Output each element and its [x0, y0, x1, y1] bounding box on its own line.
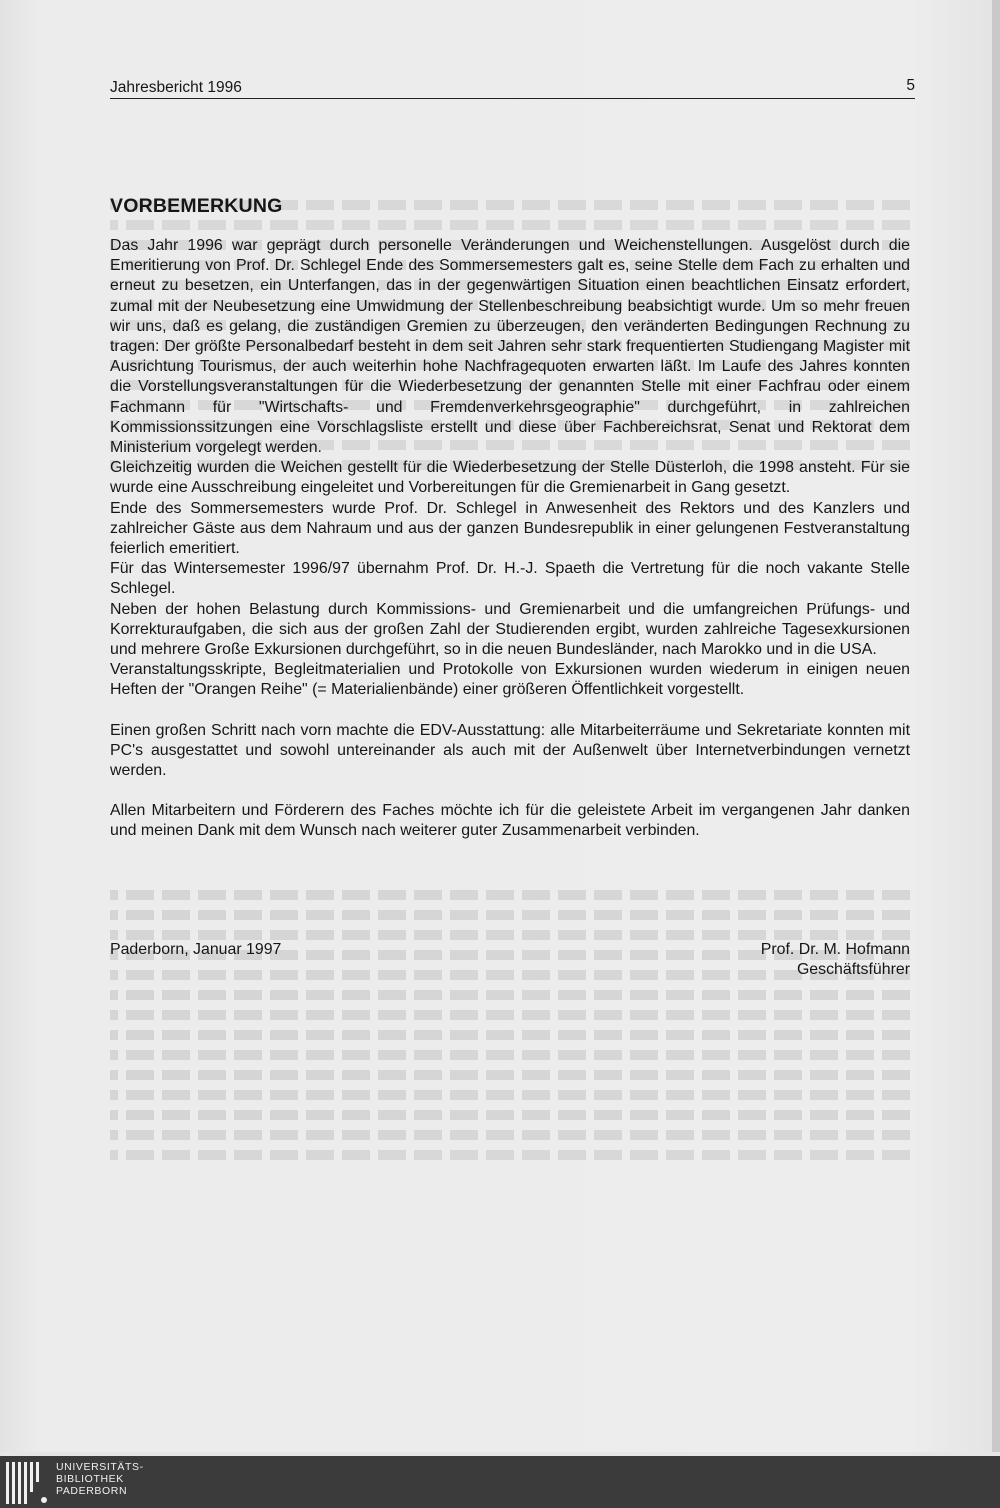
- paragraph-2: Gleichzeitig wurden die Weichen gestellt für die Wiederbesetzung der Stelle Düsterloh, die 1998 ansteht. Für sie wurde eine Ausschreibung eingeleitet und Vorbereitungen für die Gremienarbeit in Gang gesetzt.: [110, 459, 910, 497]
- running-header: [110, 78, 915, 99]
- paragraph-1: Das Jahr 1996 war geprägt durch personelle Veränderungen und Weichenstellungen. Ausgelöst durch die Emeritierung von Prof. Dr. Schlegel Ende des Sommersemesters galt es, seine Stelle dem Fach zu erhalten und erneut zu besetzen, ein Unterfangen, das in der gegenwärtigen Situation einen beachtlichen Einsatz erfordert, zumal mit der Neubesetzung eine Umwidmung der Stellenbeschreibung beabsichtigt wurde. Um so mehr freuen wir uns, daß es gelang, die zuständigen Gremien zu überzeugen, den veränderten Bedingungen Rechnung zu tragen: Der größte Personalbedarf besteht in dem seit Jahren sehr stark frequentierten Studiengang Magister mit Ausrichtung Tourismus, der auch weiterhin hohe Nachfragequoten erwarten läßt. Im Laufe des Jahres konnten die Vorstellungsveranstaltungen für die Wiederbesetzung der genannten Stelle mit einer Fachfrau oder einem Fachmann für "Wirtschafts- und Fremdenverkehrsgeographie" durchgeführt, in zahlreichen Kommissionssitzungen eine Vorschlagsliste erstellt und diese über Fachbereichsrat, Senat und Rektorat dem Ministerium vorgelegt werden.: [110, 237, 910, 457]
- running-title: Jahresbericht 1996: [110, 79, 242, 96]
- footer-bar: [0, 1456, 1000, 1508]
- place-date: Paderborn, Januar 1997: [110, 941, 282, 958]
- paragraph-6: Veranstaltungsskripte, Begleitmaterialien und Protokolle von Exkursionen wurden wiederum in einigen neuen Heften der "Orangen Reihe" (= Materialienbände) einer größeren Öffentlichkeit vorgestellt.: [110, 661, 910, 699]
- paragraph-7: Einen großen Schritt nach vorn machte die EDV-Ausstattung: alle Mitarbeiterräume und Sekretariate konnten mit PC's ausgestattet und sowohl untereinander als auch mit der Außenwelt über Internetverbindungen vernetzt werden.: [110, 721, 910, 780]
- library-logo: [4, 1460, 144, 1506]
- logo-line-1: UNIVERSITÄTS-: [56, 1461, 144, 1473]
- library-logo-text: [56, 1461, 144, 1497]
- paragraph-5: Neben der hohen Belastung durch Kommissions- und Gremienarbeit und die umfangreichen Prüfungs- und Korrekturaufgaben, die sich aus der großen Zahl der Studierenden ergibt, wurden zahlreiche Tagesexkursionen und mehrere Große Exkursionen durchgeführt, so in die neuen Bundesländer, nach Marokko und in die USA.: [110, 600, 910, 659]
- section-title: VORBEMERKUNG: [110, 195, 283, 217]
- paragraph-8: Allen Mitarbeitern und Förderern des Faches möchte ich für die geleistete Arbeit im vergangenen Jahr danken und meinen Dank mit dem Wunsch nach weiterer guter Zusammenarbeit verbinden.: [110, 802, 910, 840]
- logo-line-3: PADERBORN: [56, 1485, 128, 1497]
- page-edge-shadow: [992, 0, 1000, 1452]
- body-text: [110, 236, 910, 842]
- logo-line-2: BIBLIOTHEK: [56, 1473, 124, 1485]
- paragraph-4: Für das Wintersemester 1996/97 übernahm Prof. Dr. H.-J. Spaeth die Vertretung für die noch vakante Stelle Schlegel.: [110, 560, 910, 598]
- page-number: 5: [906, 77, 915, 94]
- paragraph-3: Ende des Sommersemesters wurde Prof. Dr. Schlegel in Anwesenheit des Rektors und des Kanzlers und zahlreicher Gäste aus dem Nahraum und aus der ganzen Bundesrepublik in einer gelungenen Festveranstaltung feierlich emeritiert.: [110, 499, 910, 558]
- signature-role: Geschäftsführer: [796, 961, 910, 979]
- signature-name: Prof. Dr. M. Hofmann: [760, 941, 910, 958]
- signature-block: [761, 940, 910, 980]
- library-logo-icon: [4, 1460, 50, 1506]
